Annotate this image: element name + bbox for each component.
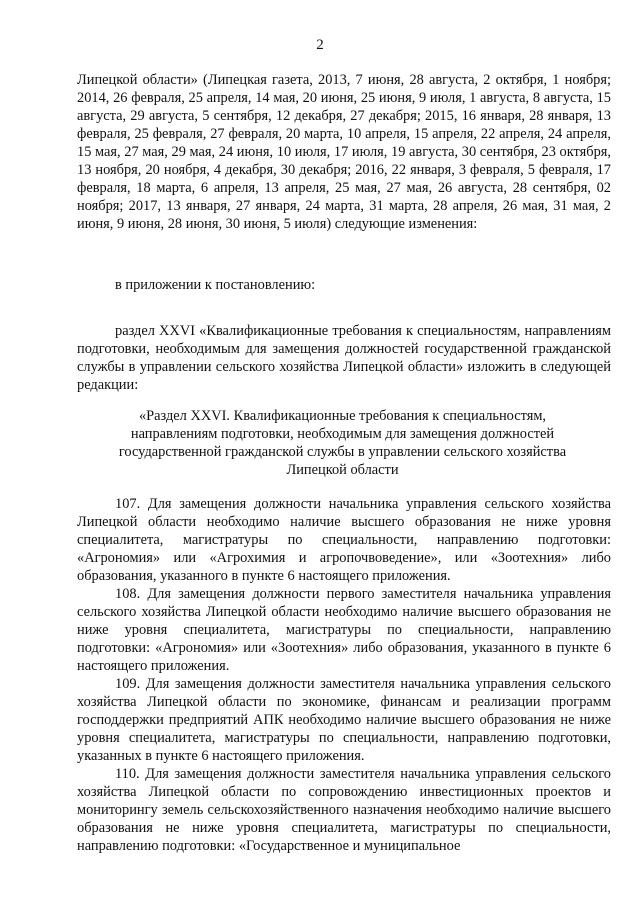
appendix-line: в приложении к постановлению: — [115, 277, 316, 293]
item-110: 110. Для замещения должности заместителя начальника управления сельского хозяйства Липецкой области по сопровождению инвестиционных проектов и мониторингу земель сельскохозяйственного назначения необходимо наличие высшего образования не ниже уровня специалитета, магистратуры по специальности, направлению подготовки: «Государственное и муниципальное — [77, 766, 611, 854]
intro-paragraph: Липецкой области» (Липецкая газета, 2013, 7 июня, 28 августа, 2 октября, 1 ноября; 2014, 26 февраля, 25 апреля, 14 мая, 20 июня, 25 июня, 9 июля, 1 августа, 8 августа, 15 августа, 29 августа, 5 сентября, 12 декабря, 27 декабря; 2015, 16 января, 28 января, 13 февраля, 25 февраля, 27 февраля, 20 марта, 10 апреля, 15 апреля, 22 апреля, 24 апреля, 15 мая, 27 мая, 29 мая, 24 июня, 10 июля, 17 июля, 19 августа, 30 сентября, 23 октября, 13 ноября, 20 ноября, 4 декабря, 30 декабря; 2016, 22 января, 3 февраля, 5 февраля, 17 февраля, 18 марта, 6 апреля, 13 апреля, 25 мая, 27 мая, 26 августа, 28 сентября, 02 ноября; 2017, 13 января, 27 января, 24 марта, 31 марта, 28 апреля, 26 мая, 31 мая, 2 июня, 9 июня, 28 июня, 30 июня, 5 июля) следующие изменения: — [77, 72, 611, 232]
section-instruction: раздел XXVI «Квалификационные требования к специальностям, направлениям подготовки, необходимым для замещения должностей государственной гражданской службы в управлении сельского хозяйства Липецкой области» изложить в следующей редакции: — [77, 323, 611, 393]
item-107: 107. Для замещения должности начальника управления сельского хозяйства Липецкой области необходимо наличие высшего образования не ниже уровня специалитета, магистратуры по специальности, направлению подготовки: «Агрономия» или «Агрохимия и агропочвоведение», или «Зоотехния» либо образования, указанного в пункте 6 настоящего приложения. — [77, 496, 611, 584]
page-number: 2 — [316, 37, 324, 53]
items-list — [77, 495, 611, 855]
section-title: «Раздел XXVI. Квалификационные требования к специальностям, направлениям подготовки, необходимым для замещения должностей государственной гражданской службы в управлении сельского хозяйства Липецкой области — [118, 408, 567, 478]
item-108: 108. Для замещения должности первого заместителя начальника управления сельского хозяйства Липецкой области необходимо наличие высшего образования не ниже уровня специалитета, магистратуры по специальности, направлению подготовки: «Агрономия» или «Зоотехния» либо образования, указанного в пункте 6 настоящего приложения. — [77, 586, 611, 674]
item-109: 109. Для замещения должности заместителя начальника управления сельского хозяйства Липецкой области по экономике, финансам и реализации программ господдержки предприятий АПК необходимо наличие высшего образования не ниже уровня специалитета, магистратуры по специальности, направлению подготовки, указанных в пункте 6 настоящего приложения. — [77, 676, 611, 764]
